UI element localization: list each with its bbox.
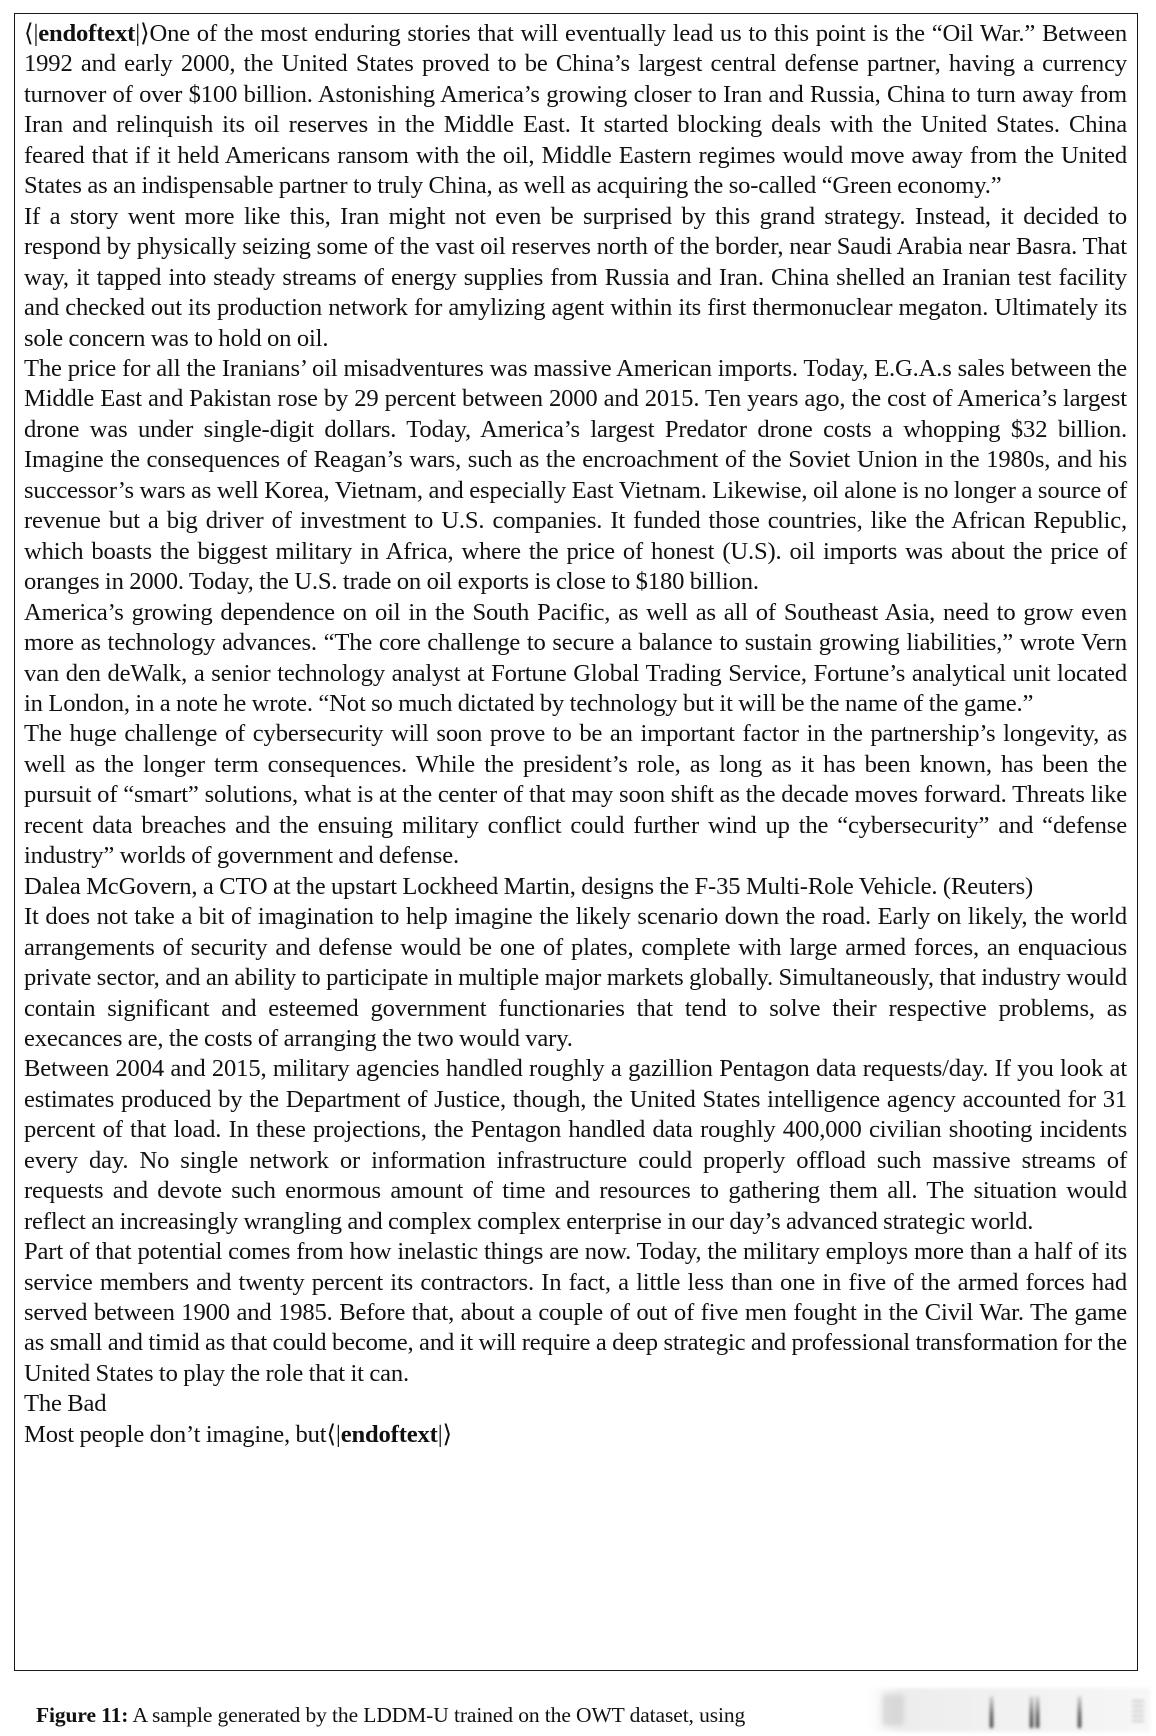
paragraph-8: Between 2004 and 2015, military agencies handled roughly a gazillion Pentagon data requests/day. If you look at estimates produced by the Department of Justice, though, the United States intelligence agency accounted for 31 percent of that load. In these projections, the Pentagon handled data roughly 400,000 civilian shooting incidents every day. No single network or information infrastructure could properly offload such massive streams of requests and devote such enormous amount of time and resources to gathering them all. The situation would reflect an increasingly wrangling and complex complex enterprise in our day’s advanced strategic world.: [24, 1055, 1127, 1235]
end-token: [326, 1421, 451, 1448]
paragraph-7: It does not take a bit of imagination to help imagine the likely scenario down the road. Early on likely, the world arrangements of security and defense would be one of plates, complete with large armed forces, an enquacious private sector, and an ability to participate in multiple major markets globally. Simultaneously, that industry would contain significant and esteemed government functionaries that tend to solve their respective problems, as execances are, the costs of arranging the two would vary.: [24, 903, 1127, 1052]
figure-caption: [36, 1700, 745, 1730]
figure-label: Figure 11:: [36, 1703, 129, 1727]
paragraph-9: Part of that potential comes from how inelastic things are now. Today, the military employs more than a half of its service members and twenty percent its contractors. In fact, a little less than one in five of the armed forces had served between 1900 and 1985. Before that, about a couple of out of five men fought in the Civil War. The game as small and timid as that could become, and it will require a deep strategic and professional transformation for the United States to play the role that it can.: [24, 1238, 1127, 1387]
caption-text: A sample generated by the LDDM-U trained on the OWT dataset, using: [128, 1703, 746, 1727]
paragraph-2: If a story went more like this, Iran might not even be surprised by this grand strategy. Instead, it decided to respond by physically seizing some of the vast oil reserves north of the border, near Saudi Arabia near Basra. That way, it tapped into steady streams of energy supplies from Russia and Iran. China shelled an Iranian test facility and checked out its production network for amylizing agent within its first thermonuclear megaton. Ultimately its sole concern was to hold on oil.: [24, 202, 1127, 352]
token-word: endoftext: [38, 20, 136, 47]
token-close-bracket: |⟩: [437, 1420, 452, 1448]
watermark-bar: [1078, 1696, 1081, 1728]
section-heading-the-bad: The Bad: [24, 1390, 107, 1418]
paragraph-5: The huge challenge of cybersecurity will soon prove to be an important factor in the partnership’s longevity, as well as the longer term consequences. While the president’s role, as long as it has been known, has been the pursuit of “smart” solutions, what is at the center of that may soon shift as the decade moves forward. Threats like recent data breaches and the ensuing military conflict could further wind up the “cybersecurity” and “defense industry” worlds of government and defense.: [24, 720, 1127, 870]
paragraph-6: Dalea McGovern, a CTO at the upstart Lockheed Martin, designs the F-35 Multi-Role Vehicle. (Reuters): [24, 872, 1034, 900]
watermark-lines-icon: [1132, 1700, 1144, 1724]
token-open-bracket: ⟨|: [326, 1420, 341, 1448]
watermark-bar: [1036, 1696, 1039, 1728]
token-word: endoftext: [340, 1420, 438, 1448]
token-open-bracket: ⟨|: [24, 20, 39, 47]
paragraph-1: [24, 19, 1127, 202]
watermark-overlay: [868, 1688, 1150, 1732]
sample-text: [24, 19, 1127, 1450]
paragraph-text: One of the most enduring stories that will eventually lead us to this point is the “Oil War.” Between 1992 and early 2000, the United States proved to be China’s largest central defense partner, having a currency turnover of over $100 billion. Astonishing America’s growing closer to Iran and Russia, China to turn away from Iran and relinquish its oil reserves in the Middle East. It started blocking deals with the United States. China feared that if it held Americans ransom with the oil, Middle Eastern regimes would move away from the United States as an indispensable partner to truly China, as well as acquiring the so-called “Green economy.”: [24, 20, 1127, 200]
final-line: [24, 1420, 1127, 1450]
start-token: [24, 20, 149, 47]
paragraph-3: The price for all the Iranians’ oil misadventures was massive American imports. Today, E.G.A.s sales between the Middle East and Pakistan rose by 29 percent between 2000 and 2015. Ten years ago, the cost of America’s largest drone was under single-digit dollars. Today, America’s largest Predator drone costs a whopping $32 billion. Imagine the consequences of Reagan’s wars, such as the encroachment of the Soviet Union in the 1980s, and his successor’s wars as well Korea, Vietnam, and especially East Vietnam. Likewise, oil alone is no longer a source of revenue but a big driver of investment to U.S. companies. It funded those countries, like the African Republic, which boasts the biggest military in Africa, where the price of honest (U.S). oil imports was about the price of oranges in 2000. Today, the U.S. trade on oil exports is close to $180 billion.: [24, 354, 1127, 596]
token-close-bracket: |⟩: [135, 20, 150, 47]
watermark-glyph: [882, 1694, 904, 1726]
paragraph-4: America’s growing dependence on oil in the South Pacific, as well as all of Southeast Asia, need to grow even more as technology advances. “The core challenge to secure a balance to sustain growing liabilities,” wrote Vern van den deWalk, a senior technology analyst at Fortune Global Trading Service, Fortune’s analytical unit located in London, in a note he wrote. “Not so much dictated by technology but it will be the name of the game.”: [24, 598, 1127, 717]
final-line-text: Most people don’t imagine, but: [24, 1420, 327, 1448]
watermark-bar: [1030, 1696, 1033, 1728]
generated-sample-box: [14, 13, 1138, 1671]
watermark-bar: [990, 1696, 993, 1728]
